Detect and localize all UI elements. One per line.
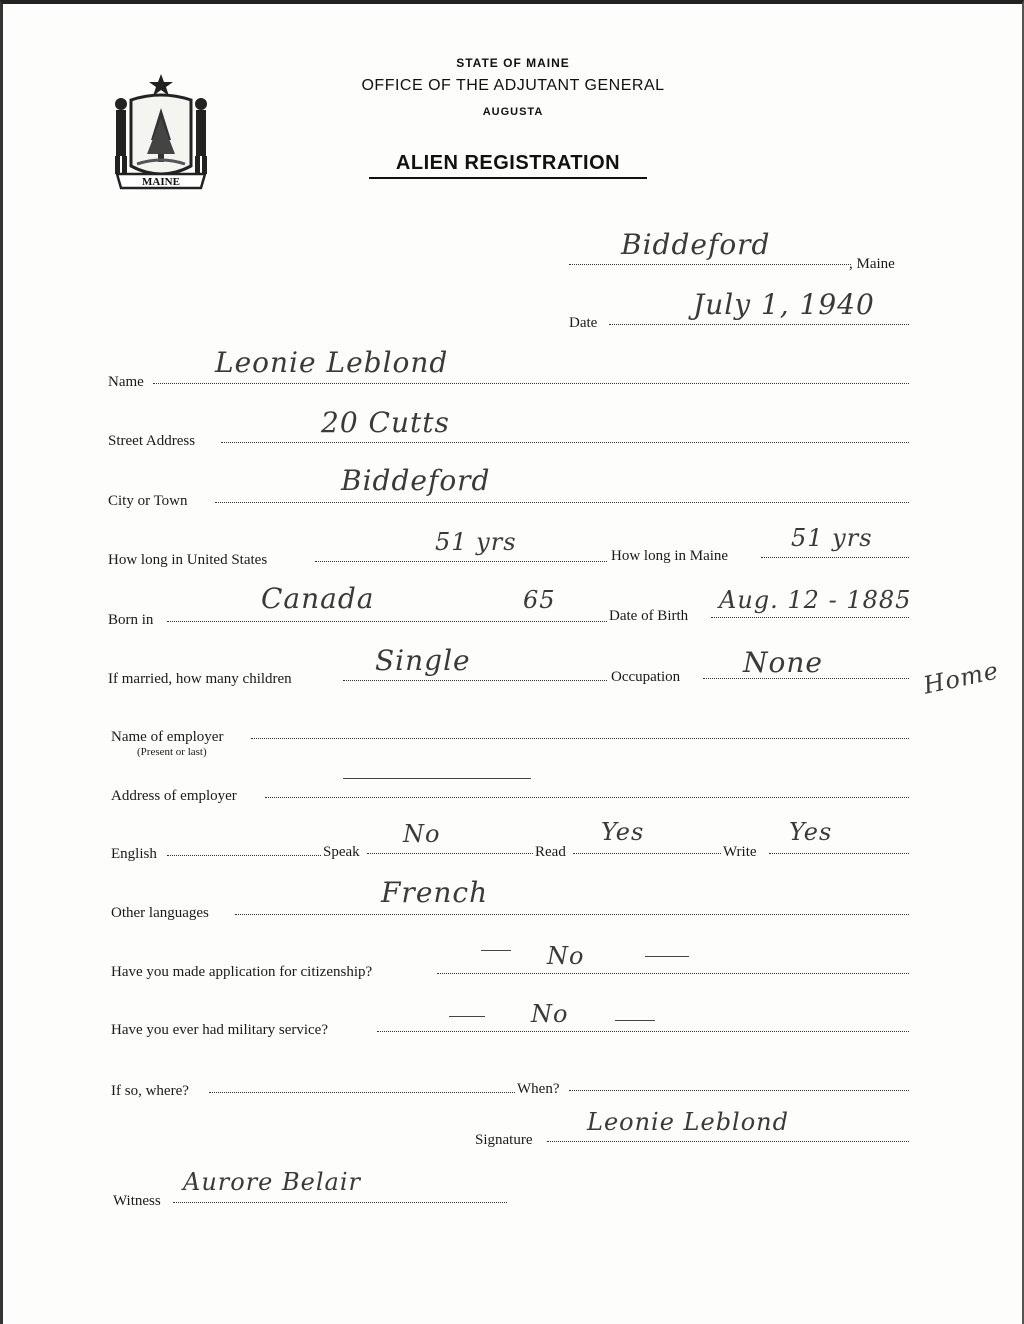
signature-line bbox=[547, 1141, 909, 1142]
speak-label: Speak bbox=[323, 844, 360, 860]
employer-dash bbox=[343, 778, 531, 779]
name-line bbox=[153, 383, 909, 384]
read-label: Read bbox=[535, 844, 566, 860]
maine-state-seal bbox=[107, 70, 215, 194]
occupation-label: Occupation bbox=[611, 669, 681, 685]
place-value: Biddeford bbox=[621, 228, 771, 261]
born-in-line bbox=[167, 621, 607, 622]
signature-value: Leonie Leblond bbox=[587, 1108, 790, 1136]
form-title: ALIEN REGISTRATION bbox=[369, 152, 647, 179]
occupation-value: None bbox=[743, 646, 823, 679]
city-label: City or Town bbox=[108, 493, 188, 509]
dob-label: Date of Birth bbox=[609, 608, 689, 624]
other-languages-value: French bbox=[381, 876, 489, 909]
citizenship-line bbox=[437, 973, 909, 974]
other-languages-line bbox=[235, 914, 909, 915]
citizenship-dash-left bbox=[481, 950, 511, 951]
write-value: Yes bbox=[789, 818, 833, 846]
long-maine-line bbox=[761, 557, 909, 558]
long-maine-label: How long in Maine bbox=[611, 548, 729, 564]
born-in-value: Canada bbox=[261, 582, 375, 615]
street-line bbox=[221, 442, 909, 443]
place-line bbox=[569, 264, 851, 265]
children-label: If married, how many children bbox=[108, 671, 292, 687]
children-value: Single bbox=[375, 644, 471, 677]
employer-address-label: Address of employer bbox=[111, 788, 237, 804]
employer-label: Name of employer bbox=[111, 729, 224, 745]
military-value: No bbox=[531, 1000, 569, 1028]
date-label: Date bbox=[569, 315, 598, 331]
speak-line bbox=[367, 853, 533, 854]
employer-sublabel: (Present or last) bbox=[137, 746, 207, 758]
write-line bbox=[769, 853, 909, 854]
street-label: Street Address bbox=[108, 433, 196, 449]
when-label: When? bbox=[517, 1081, 560, 1097]
children-line bbox=[343, 680, 607, 681]
witness-value: Aurore Belair bbox=[183, 1168, 361, 1196]
dob-line bbox=[711, 617, 909, 618]
read-value: Yes bbox=[601, 818, 645, 846]
military-label: Have you ever had military service? bbox=[111, 1022, 328, 1038]
dob-value: Aug. 12 - 1885 bbox=[719, 586, 912, 614]
other-languages-label: Other languages bbox=[111, 905, 209, 921]
english-label: English bbox=[111, 846, 157, 862]
date-value: July 1, 1940 bbox=[693, 288, 875, 321]
city-value: Biddeford bbox=[341, 464, 491, 497]
employer-address-line bbox=[265, 797, 909, 798]
long-maine-value: 51 yrs bbox=[791, 524, 873, 552]
if-so-where-line bbox=[209, 1092, 515, 1093]
header-state: STATE OF MAINE bbox=[456, 56, 570, 70]
citizenship-value: No bbox=[547, 942, 585, 970]
citizenship-label: Have you made application for citizenship? bbox=[111, 964, 373, 980]
military-dash-left bbox=[449, 1016, 485, 1017]
maine-label: , Maine bbox=[849, 256, 895, 272]
if-so-where-label: If so, where? bbox=[111, 1083, 189, 1099]
witness-line bbox=[173, 1202, 507, 1203]
read-line bbox=[573, 853, 721, 854]
long-us-line bbox=[315, 561, 607, 562]
speak-value: No bbox=[403, 820, 441, 848]
age-value: 65 bbox=[523, 586, 556, 614]
write-label: Write bbox=[723, 844, 757, 860]
citizenship-dash-right bbox=[645, 956, 689, 957]
employer-line bbox=[251, 738, 909, 739]
witness-label: Witness bbox=[113, 1193, 161, 1209]
street-value: 20 Cutts bbox=[321, 406, 450, 439]
military-line bbox=[377, 1031, 909, 1032]
date-line bbox=[609, 324, 909, 325]
occupation-extra-value: Home bbox=[920, 656, 1002, 700]
name-label: Name bbox=[108, 374, 144, 390]
when-line bbox=[569, 1090, 909, 1091]
military-dash-right bbox=[615, 1020, 655, 1021]
signature-label: Signature bbox=[475, 1132, 533, 1148]
long-us-label: How long in United States bbox=[108, 552, 268, 568]
city-line bbox=[215, 502, 909, 503]
english-line bbox=[167, 855, 321, 856]
long-us-value: 51 yrs bbox=[435, 528, 517, 556]
svg-text:MAINE: MAINE bbox=[142, 176, 180, 188]
name-value: Leonie Leblond bbox=[215, 346, 449, 379]
header-city: AUGUSTA bbox=[482, 106, 544, 118]
header-office: OFFICE OF THE ADJUTANT GENERAL bbox=[361, 77, 665, 94]
born-in-label: Born in bbox=[108, 612, 154, 628]
